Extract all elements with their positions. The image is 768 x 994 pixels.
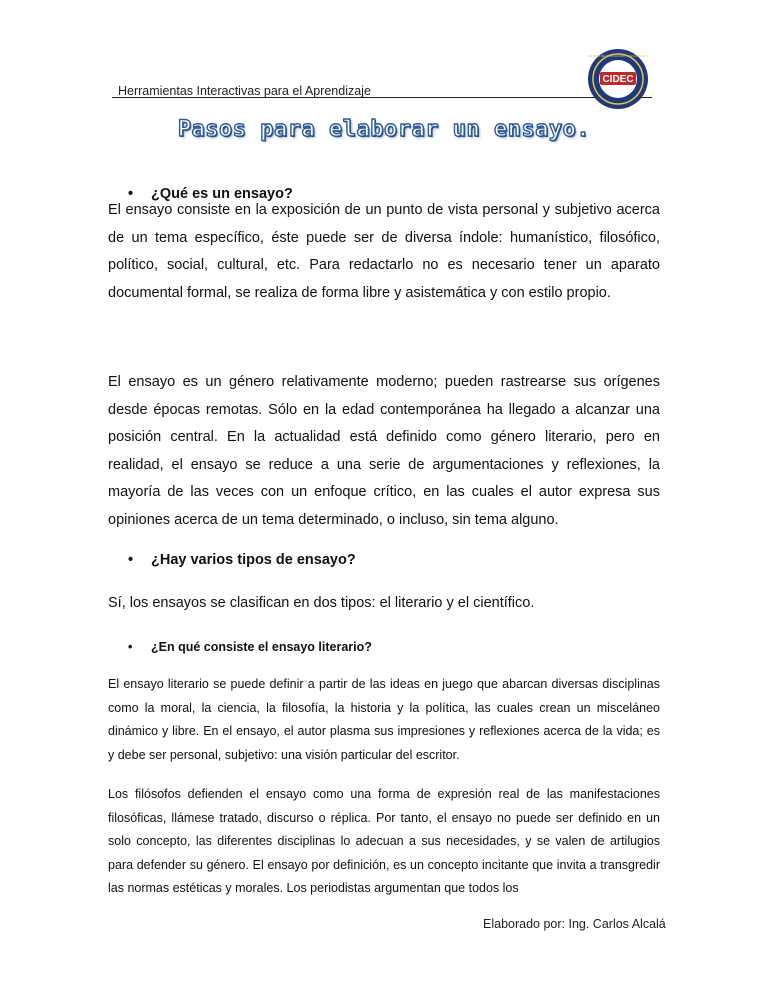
bullet-icon: • (128, 186, 134, 202)
bullet-heading-text: ¿En qué consiste el ensayo literario? (151, 640, 372, 654)
logo-ring-text: CENTRO DE INNOVACIÓN Y DESARROLLO (587, 54, 649, 58)
bullet-icon: • (128, 640, 133, 654)
cidec-logo (587, 48, 649, 110)
paragraph: Sí, los ensayos se clasifican en dos tipos: el literario y el científico. (108, 595, 535, 611)
paragraph: El ensayo literario se puede definir a partir de las ideas en juego que abarcan diversas disciplinas como la moral, la ciencia, la filosofía, la historia y la política, las cuales crean un misceláneo dinámico y libre. En el ensayo, el autor plasma sus impresiones y reflexiones acerca de la vida; es y debe ser personal, subjetivo: una visión particular del escritor. (108, 677, 660, 762)
page-footer: Elaborado por: Ing. Carlos Alcalá (483, 917, 666, 931)
paragraph: El ensayo consiste en la exposición de un punto de vista personal y subjetivo acerca de un tema específico, éste puede ser de diversa índole: humanístico, filosófico, político, social, cultural, etc. Para redactarlo no es necesario tener un aparato documental formal, se realiza de forma libre y asistemática y con estilo propio. (108, 202, 660, 301)
header-title: Herramientas Interactivas para el Aprendizaje (118, 84, 371, 98)
bullet-heading-text: ¿Qué es un ensayo? (151, 186, 293, 202)
page-title: Pasos para elaborar un ensayo. (177, 117, 591, 142)
header-rule (112, 97, 652, 98)
bullet-icon: • (128, 552, 134, 568)
logo-text: CIDEC (602, 74, 634, 85)
bullet-heading-text: ¿Hay varios tipos de ensayo? (151, 552, 356, 568)
paragraph: Los filósofos defienden el ensayo como una forma de expresión real de las manifestaciones filosóficas, llámese tratado, discurso o réplica. Por tanto, el ensayo no puede ser definido en un solo concepto, las diferentes disciplinas lo adecuan a sus necesidades, y se valen de artilugios para defender su género. El ensayo por definición, es un concepto incitante que invita a transgredir las normas estéticas y morales. Los periodistas argumentan que todos los (108, 787, 660, 895)
paragraph: El ensayo es un género relativamente moderno; pueden rastrearse sus orígenes desde épocas remotas. Sólo en la edad contemporánea ha llegado a alcanzar una posición central. En la actualidad está definido como género literario, pero en realidad, el ensayo se reduce a una serie de argumentaciones y reflexiones, la mayoría de las veces con un enfoque crítico, en las cuales el autor expresa sus opiniones acerca de un tema determinado, o incluso, sin tema alguno. (108, 374, 660, 528)
